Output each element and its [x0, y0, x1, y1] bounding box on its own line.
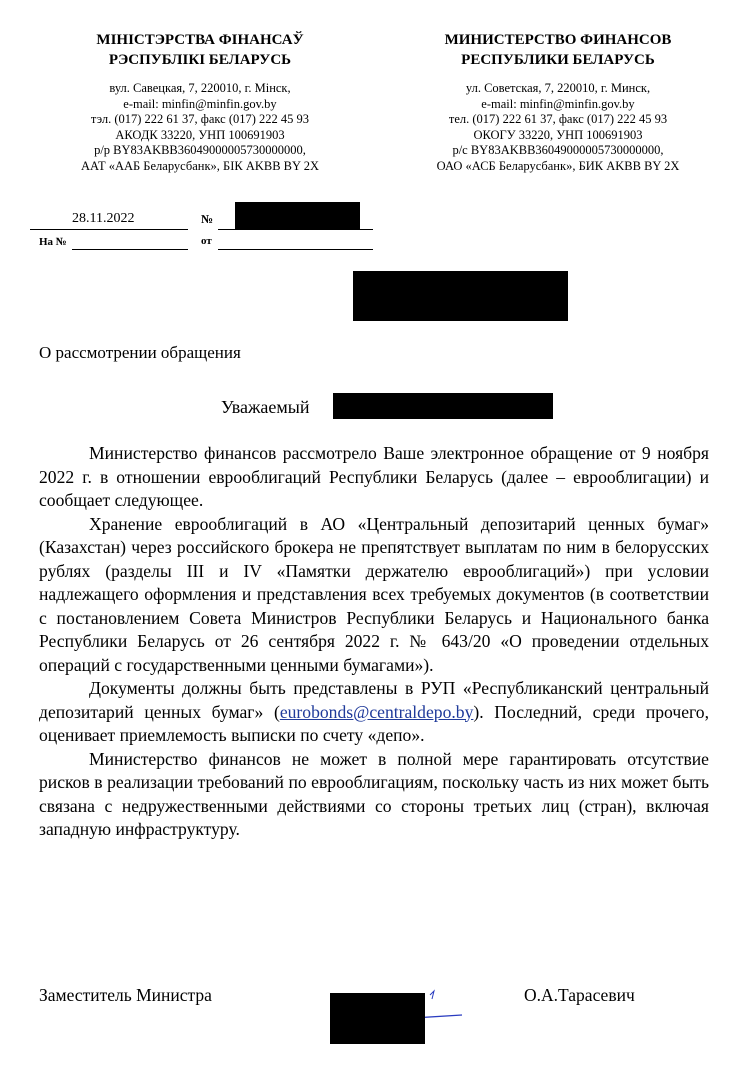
ministry-name-ru-line2: РЕСПУБЛИКИ БЕЛАРУСЬ [461, 52, 655, 68]
paragraph-4: Министерство финансов не может в полной мере гарантировать отсутствие рисков в реализации требований по еврооблигациям, поскольку часть из них может быть связана с недружественными действиями со стороны третьих лиц (стран), включая западную инфраструктуру. [39, 748, 709, 839]
letterhead-russian [388, 30, 728, 174]
date-underline [30, 229, 188, 230]
bank-ru: ОАО «АСБ Беларусбанк», БИК AKBB BY 2X [436, 158, 680, 173]
signatory-position: Заместитель Министра [39, 985, 212, 1005]
codes-by: АКОДК 33220, УНП 100691903 [115, 127, 285, 142]
codes-ru: ОКОГУ 33220, УНП 100691903 [473, 127, 643, 142]
recipient-name-redacted [333, 393, 553, 419]
on-number-underline [72, 249, 188, 250]
address-by: вул. Савецкая, 7, 220010, г. Мінск, [109, 81, 291, 95]
email-by: e-mail: minfin@minfin.gov.by [123, 96, 277, 111]
signature-redacted [330, 993, 425, 1044]
email-ru: e-mail: minfin@minfin.gov.by [481, 96, 635, 111]
from-label: от [201, 235, 212, 247]
letterhead-belarusian [30, 30, 370, 174]
paragraph-1: Министерство финансов рассмотрело Ваше электронное обращение от 9 ноября 2022 г. в отношении еврооблигаций Республики Беларусь (далее – еврооблигации) и сообщает следующее. [39, 443, 709, 510]
phone-ru: тел. (017) 222 61 37, факс (017) 222 45 93 [448, 112, 668, 126]
paragraph-3-text-end: ). Последний, среди прочего, оценивает приемлемость выписки по счету «депо». [39, 701, 710, 745]
ministry-name-by-line2: РЭСПУБЛІКІ БЕЛАРУСЬ [108, 52, 292, 68]
ministry-name-ru-line1: МИНИСТЕРСТВО ФИНАНСОВ [444, 32, 672, 48]
depository-email-link[interactable]: eurobonds@centraldepo.by [279, 701, 474, 722]
on-number-label: На № [39, 236, 67, 248]
greeting: Уважаемый [221, 397, 310, 417]
number-underline [218, 229, 373, 230]
bank-by: ААТ «ААБ Беларусбанк», БІК AKBB BY 2X [80, 158, 319, 173]
account-ru: р/с BY83AKBB36049000005730000000, [452, 143, 664, 157]
paragraph-3-text-start: Документы должны быть представлены в РУП «Республиканский центральный депозитарий ценных бумаг» ( [39, 678, 709, 722]
letter-body [39, 442, 709, 842]
phone-by: тэл. (017) 222 61 37, факс (017) 222 45 93 [90, 112, 310, 126]
address-ru: ул. Советская, 7, 220010, г. Минск, [465, 81, 651, 95]
addressee-redacted [353, 271, 568, 321]
outgoing-date: 28.11.2022 [72, 211, 135, 226]
signatory-name: О.А.Тарасевич [524, 985, 635, 1005]
outgoing-number-redacted [235, 202, 360, 229]
subject-line: О рассмотрении обращения [39, 343, 241, 362]
paragraph-2: Хранение еврооблигаций в АО «Центральный депозитарий ценных бумаг» (Казахстан) через российского брокера не препятствует выплатам по ним в белорусских рублях (разделы III и IV «Памятки держателю еврооблигаций») при условии надлежащего оформления и представления всех требуемых документов (в соответствии с постановлением Совета Министров Республики Беларусь и Национального банка Республики Беларусь от 26 сентября 2022 г. № 643/20 «О проведении отдельных операций с государственными ценными бумагами»). [39, 513, 709, 675]
from-underline [218, 249, 373, 250]
ministry-name-by-line1: МІНІСТЭРСТВА ФІНАНСАЎ [96, 32, 304, 48]
account-by: р/р BY83AKBB36049000005730000000, [94, 143, 306, 157]
paragraph-3 [39, 677, 709, 748]
number-label: № [201, 212, 214, 226]
